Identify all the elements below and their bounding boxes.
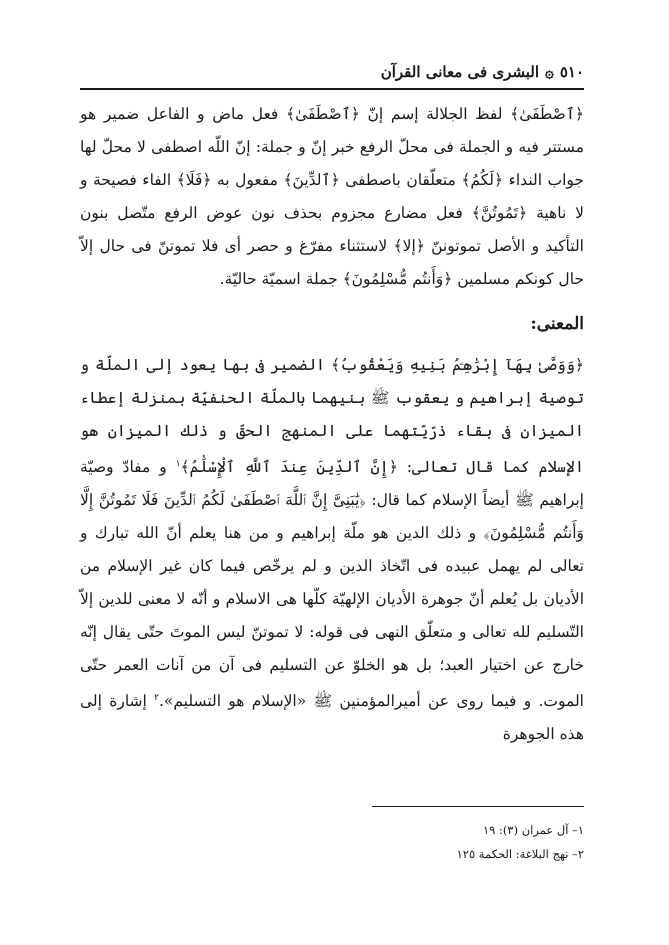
running-header bbox=[80, 58, 584, 86]
page-number: ٥١٠ bbox=[559, 63, 584, 81]
meaning-part-2: و مفادّ وصيّة إبراهيم ﷺ أيضاً الإسلام كما قال: ﴿يَٰبَنِىَّ إِنَّ ٱللَّهَ ٱصْطَفَىٰ لَكُمُ ٱلدِّينَ فَلَا تَمُوتُنَّ إِلَّا وَأَنتُم مُّسْلِمُونَ﴾ و ذلك الدين هو ملّة إبراهيم و من هنا يعلم أنّ الله تبارك و تعالى لم يهمل عبيده فى اتّخاذ الدين و لم يرخّص فيما كان غير الإسلام من الأديان بل يُعلم أنّ جوهرة الأديان الإلهيّة كلّها هى الاسلام و أنّه لا معنى للدين إلاّ التّسليم لله تعالى و متعلّق النهى فى قوله: لا تموتنّ ليس الموتَ حتّى يقال إنّه خارج عن اختيار العبد؛ بل هو الخلوّ عن التسليم فى آن من آنات العمر حتّى الموت. و فيما روى عن أميرالمؤمنين ﷺ «الإسلام هو التسليم». bbox=[80, 458, 584, 711]
footnotes bbox=[80, 818, 584, 866]
meaning-part-1: ﴿وَوَصَّىٰ بِهَآ إِبْرَٰهِـۧمُ بَنِيهِ وَيَعْقُوبُ﴾ الضمير فى بها يعود إلى الملّة و توصية إبراهيم و يعقوب ﷺ بنيهما بالملّة الحنفيّة بمنزلة إعطاء الميزان فى بقاء ذرّيّتهما على المنهج الحقّ و ذلك الميزان هو الإسلام كما قال تعالى: ﴿إِنَّ ٱلدِّينَ عِندَ ٱللَّهِ ٱلْإِسْلَٰمُ﴾ bbox=[80, 356, 584, 477]
footnote-ref-2[interactable]: ٢ bbox=[154, 693, 159, 704]
section-title: المعنى: bbox=[530, 314, 584, 334]
paragraph-meaning bbox=[80, 349, 584, 751]
main-text bbox=[80, 98, 584, 751]
meaning-part-3: إشارة إلى هذه الجوهرة bbox=[80, 692, 584, 744]
running-title: البشرى فى معانى القرآن bbox=[380, 63, 540, 81]
footnote-1: ١– آل عمران (٣): ١٩ bbox=[482, 823, 584, 837]
footnote-2: ٢– نهج البلاغة: الحكمة ١٢٥ bbox=[456, 847, 584, 861]
footnote-rule bbox=[372, 806, 584, 807]
footnote-ref-1[interactable]: ١ bbox=[175, 459, 181, 469]
paragraph-grammar: ﴿ٱصْطَفَىٰ﴾ لفظ الجلالة إسم إنّ ﴿ٱصْطَفَىٰ﴾ فعل ماض و الفاعل ضمير هو مستتر فيه و الجملة فى محلّ الرفع خبر إنّ و جملة: إنّ اللّه اصطفى لا محلّ لها جواب النداء ﴿لَكُمُ﴾ متعلّقان باصطفى ﴿ٱلدِّينَ﴾ مفعول به ﴿فَلَا﴾ الفاء فصيحة و لا ناهية ﴿تَمُوتُنَّ﴾ فعل مضارع مجزوم بحذف نون عوض الرفع متّصل بنون التأكيد و الأصل تموتوننّ ﴿إلا﴾ لاستثناء مفرّغ و حصر أى فلا تموتنّ فى حال إلاّ حال كونكم مسلمين ﴿وَأَنتُم مُّسْلِمُونَ﴾ جملة اسميّة حاليّة. bbox=[80, 105, 584, 288]
header-rule bbox=[80, 88, 584, 90]
ornament-icon: ۞ bbox=[545, 63, 554, 81]
